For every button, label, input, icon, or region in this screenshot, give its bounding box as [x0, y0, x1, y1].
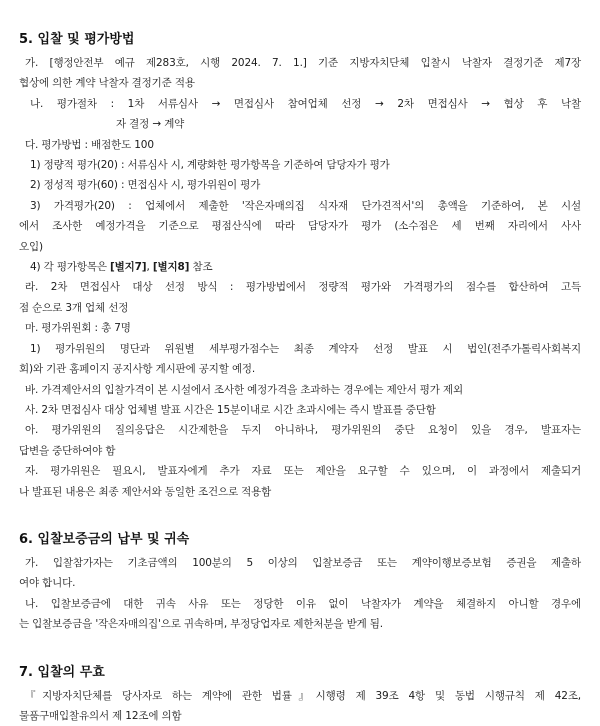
text-line: 1) 정량적 평가(20) : 서류심사 시, 계량화한 평가항목을 기준하여 담당자가 평가 [30, 159, 390, 172]
text-line: 나. 평가절차 : 1차 서류심사 → 면접심사 참여업체 선정 → 2차 면접심사 → 협상 후 낙찰 [30, 97, 581, 110]
text-line: 4) 각 평가항목은 [별지7], [별지8] 참조 [30, 261, 213, 274]
text-line: 『지방자치단체를 당사자로 하는 계약에 관한 법률』시행령 제 39조 4항 및 동법 시행규칙 제 42조, [25, 689, 581, 702]
text-line: 1) 평가위원의 명단과 위원별 세부평가점수는 최종 계약자 선정 발표 시 법인(전주가톨릭사회복지 [30, 342, 581, 355]
text-line: 2) 정성적 평가(60) : 면접심사 시, 평가위원이 평가 [30, 179, 261, 192]
text-line: 나. 입찰보증금에 대한 귀속 사유 또는 정당한 이유 없이 낙찰자가 계약을 체결하지 아니할 경우에 [25, 597, 581, 610]
text-line: 여야 합니다. [19, 577, 76, 590]
annex-reference: [별지8] [152, 261, 190, 274]
annex-reference: [별지7] [110, 261, 147, 274]
text-line: 점 순으로 3개 업체 선정 [19, 301, 129, 314]
text-line: 사. 2차 면접심사 대상 업체별 발표 시간은 15분이내로 시간 초과시에는 즉시 발표를 중단함 [25, 403, 436, 416]
text-line: 오입) [19, 240, 43, 253]
section-text [19, 686, 581, 726]
section-heading: 7. 입찰의 무효 [19, 664, 105, 680]
text-line: 에서 조사한 예정가격을 기준으로 평점산식에 따라 담당자가 평가 (소수점은 세 번째 자리에서 사사 [19, 220, 581, 233]
section-heading: 5. 입찰 및 평가방법 [19, 32, 135, 47]
text-line: 아. 평가위원의 질의응답은 시간제한을 두지 아니하나, 평가위원의 중단 요청이 있을 경우, 발표자는 [25, 424, 581, 437]
text-line: 물품구매입찰유의서 제 12조에 의함 [19, 709, 182, 722]
text-line: 가. 입찰참가자는 기초금액의 100분의 5 이상의 입찰보증금 또는 계약이행보증보험 증권을 제출하 [25, 556, 581, 569]
section-5 [19, 28, 581, 502]
text-line: 3) 가격평가(20) : 업체에서 제출한 '작은자매의집 식자재 단가견적서'의 총액을 기준하여, 본 시설 [30, 199, 581, 212]
text-line: 마. 평가위원회 : 총 7명 [25, 322, 131, 335]
document-body [19, 28, 581, 726]
text-line: 가. [행정안전부 예규 제283호, 시행 2024. 7. 1.] 기준 지방자치단체 입찰시 낙찰자 결정기준 제7장 [25, 57, 581, 69]
text-line: 는 입찰보증금을 '작은자매의집'으로 귀속하며, 부정당업자로 제한처분을 받게 됨. [19, 618, 383, 631]
section-7 [19, 661, 581, 726]
section-text [19, 553, 581, 635]
text-line: 답변을 중단하여야 함 [19, 444, 116, 457]
section-text [19, 53, 581, 502]
text-line: 바. 가격제안서의 입찰가격이 본 시설에서 조사한 예정가격을 초과하는 경우에는 제안서 평가 제외 [25, 383, 463, 396]
text-line: 협상에 의한 계약 낙찰자 결정기준 적용 [19, 77, 195, 90]
text-line: 라. 2차 면접심사 대상 선정 방식 : 평가방법에서 정량적 평가와 가격평가의 점수를 합산하여 고득 [25, 281, 581, 294]
section-6 [19, 528, 581, 635]
text-line: 자. 평가위원은 필요시, 발표자에게 추가 자료 또는 제안을 요구할 수 있으며, 이 과정에서 제출되거 [25, 465, 581, 478]
text-line: 회)와 기관 홈페이지 공지사항 게시판에 공지할 예정. [19, 363, 256, 376]
text-line: 나 발표된 내용은 최종 제안서와 동일한 조건으로 적용함 [19, 485, 272, 498]
text-line: 다. 평가방법 : 배점한도 100 [25, 138, 154, 151]
text-line: 자 결정 → 계약 [116, 118, 185, 131]
section-heading: 6. 입찰보증금의 납부 및 귀속 [19, 531, 190, 547]
